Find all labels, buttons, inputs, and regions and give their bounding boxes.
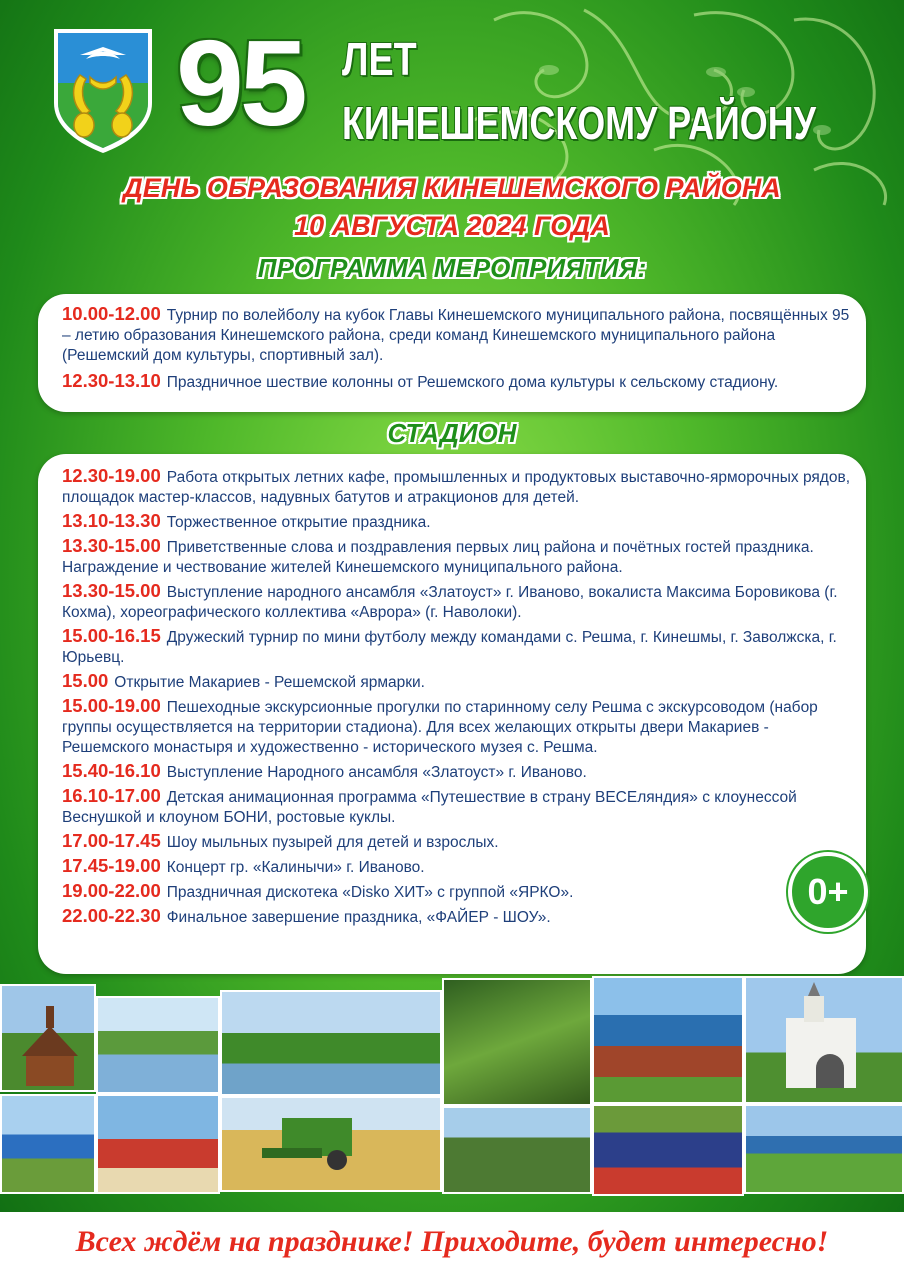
program-list — [62, 304, 852, 398]
stadium-item-text: Концерт гр. «Калинычи» г. Иваново. — [166, 859, 425, 876]
event-date: 10 АВГУСТА 2024 ГОДА — [294, 211, 610, 241]
stadium-item-text: Финальное завершение праздника, «ФАЙЕР - ШОУ». — [166, 909, 551, 926]
stadium-item-text: Приветственные слова и поздравления первых лиц района и почётных гостей праздника. Награждение и чествование жителей Кинешемского муниципального района. — [62, 539, 814, 576]
stadium-box — [38, 454, 866, 974]
photo-village-pond — [220, 990, 442, 1096]
photo-tent — [0, 1094, 96, 1194]
program-item-time: 10.00-12.00 — [62, 303, 161, 324]
program-item — [62, 371, 852, 393]
photo-greenhouse — [442, 978, 592, 1106]
program-box — [38, 294, 866, 412]
years-word: ЛЕТ — [342, 33, 417, 85]
footer-invitation: Всех ждём на празднике! Приходите, будет интересно! — [75, 1225, 829, 1258]
program-item — [62, 304, 852, 366]
stadium-item-text: Выступление Народного ансамбля «Златоуст» г. Иваново. — [166, 764, 587, 781]
program-title: ПРОГРАММА МЕРОПРИЯТИЯ: — [257, 253, 647, 283]
stadium-item — [62, 511, 852, 533]
stadium-item — [62, 786, 852, 828]
program-item-text: Праздничное шествие колонны от Решемского дома культуры к сельскому стадиону. — [166, 374, 779, 391]
stadium-item-time: 13.10-13.30 — [62, 510, 161, 531]
stadium-item-text: Детская анимационная программа «Путешествие в страну ВЕСЕляндия» с клоунессой Веснушкой и клоуном БОНИ, ростовые куклы. — [62, 789, 797, 826]
stadium-item-time: 15.40-16.10 — [62, 760, 161, 781]
district-title: КИНЕШЕМСКОМУ РАЙОНУ — [342, 97, 816, 149]
stadium-item-time: 17.00-17.45 — [62, 830, 161, 851]
stadium-item-text: Шоу мыльных пузырей для детей и взрослых. — [166, 834, 499, 851]
stadium-item-text: Открытие Макариев - Решемской ярмарки. — [114, 674, 425, 691]
photo-church — [744, 976, 904, 1104]
stadium-item-text: Дружеский турнир по мини футболу между командами с. Решма, г. Кинешмы, г. Заволжска, г. Юрьевц. — [62, 629, 837, 666]
program-item-time: 12.30-13.10 — [62, 370, 161, 391]
stadium-item-time: 15.00-16.15 — [62, 625, 161, 646]
stadium-item — [62, 581, 852, 623]
stadium-item — [62, 466, 852, 508]
stadium-item-text: Пешеходные экскурсионные прогулки по старинному селу Решма с экскурсоводом (набор группы осуществляется на территории стадиона). Для всех желающих открыты двери Макариев - Решемского монастыря и художественно - исторического музея с. Решма. — [62, 699, 818, 756]
stadium-item — [62, 856, 852, 878]
photo-collage — [0, 976, 904, 1216]
program-item-text: Турнир по волейболу на кубок Главы Кинешемского муниципального района, посвящённых 95 – летию образования Кинешемского района, среди команд Кинешемского муниципального района (Решемский дом культуры, спортивный зал). — [62, 307, 850, 364]
stadium-list — [62, 466, 852, 931]
stadium-item — [62, 536, 852, 578]
stadium-item-text: Торжественное открытие праздника. — [166, 514, 431, 531]
photo-dancers — [744, 1104, 904, 1194]
stadium-title: СТАДИОН — [387, 418, 517, 448]
photo-blue-house — [592, 976, 744, 1104]
stadium-item-time: 12.30-19.00 — [62, 465, 161, 486]
stadium-item-time: 16.10-17.00 — [62, 785, 161, 806]
anniversary-number: 95 — [176, 15, 304, 151]
photo-cadets — [442, 1106, 592, 1194]
stadium-item — [62, 761, 852, 783]
coat-of-arms-icon — [50, 25, 156, 155]
stadium-item-time: 13.30-15.00 — [62, 535, 161, 556]
stadium-item-text: Работа открытых летних кафе, промышленных и продуктовых выставочно-ярморочных рядов, площадок мастер-классов, надувных батутов и атракционов для детей. — [62, 469, 851, 506]
stadium-item — [62, 831, 852, 853]
photo-combine-harvester — [220, 1096, 442, 1192]
stadium-item — [62, 626, 852, 668]
stadium-item-text: Выступление народного ансамбля «Златоуст» г. Иваново, вокалиста Максима Боровикова (г. Кохма), хореографического коллектива «Аврора» (г. Наволоки). — [62, 584, 838, 621]
stadium-item-time: 19.00-22.00 — [62, 880, 161, 901]
photo-lake — [96, 996, 220, 1094]
stadium-item-time: 15.00 — [62, 670, 109, 691]
stadium-item — [62, 671, 852, 693]
stadium-item — [62, 881, 852, 903]
photo-chapel — [0, 984, 96, 1092]
photo-folk-choir — [96, 1094, 220, 1194]
age-rating-badge: 0+ — [788, 852, 868, 932]
event-title: ДЕНЬ ОБРАЗОВАНИЯ КИНЕШЕМСКОГО РАЙОНА — [123, 173, 781, 203]
stadium-item-time: 15.00-19.00 — [62, 695, 161, 716]
photo-folk-costume-girl — [592, 1104, 744, 1196]
stadium-item-text: Праздничная дискотека «Disko ХИТ» с группой «ЯРКО». — [166, 884, 574, 901]
stadium-item — [62, 906, 852, 928]
stadium-item-time: 22.00-22.30 — [62, 905, 161, 926]
stadium-item-time: 13.30-15.00 — [62, 580, 161, 601]
stadium-item — [62, 696, 852, 758]
stadium-item-time: 17.45-19.00 — [62, 855, 161, 876]
